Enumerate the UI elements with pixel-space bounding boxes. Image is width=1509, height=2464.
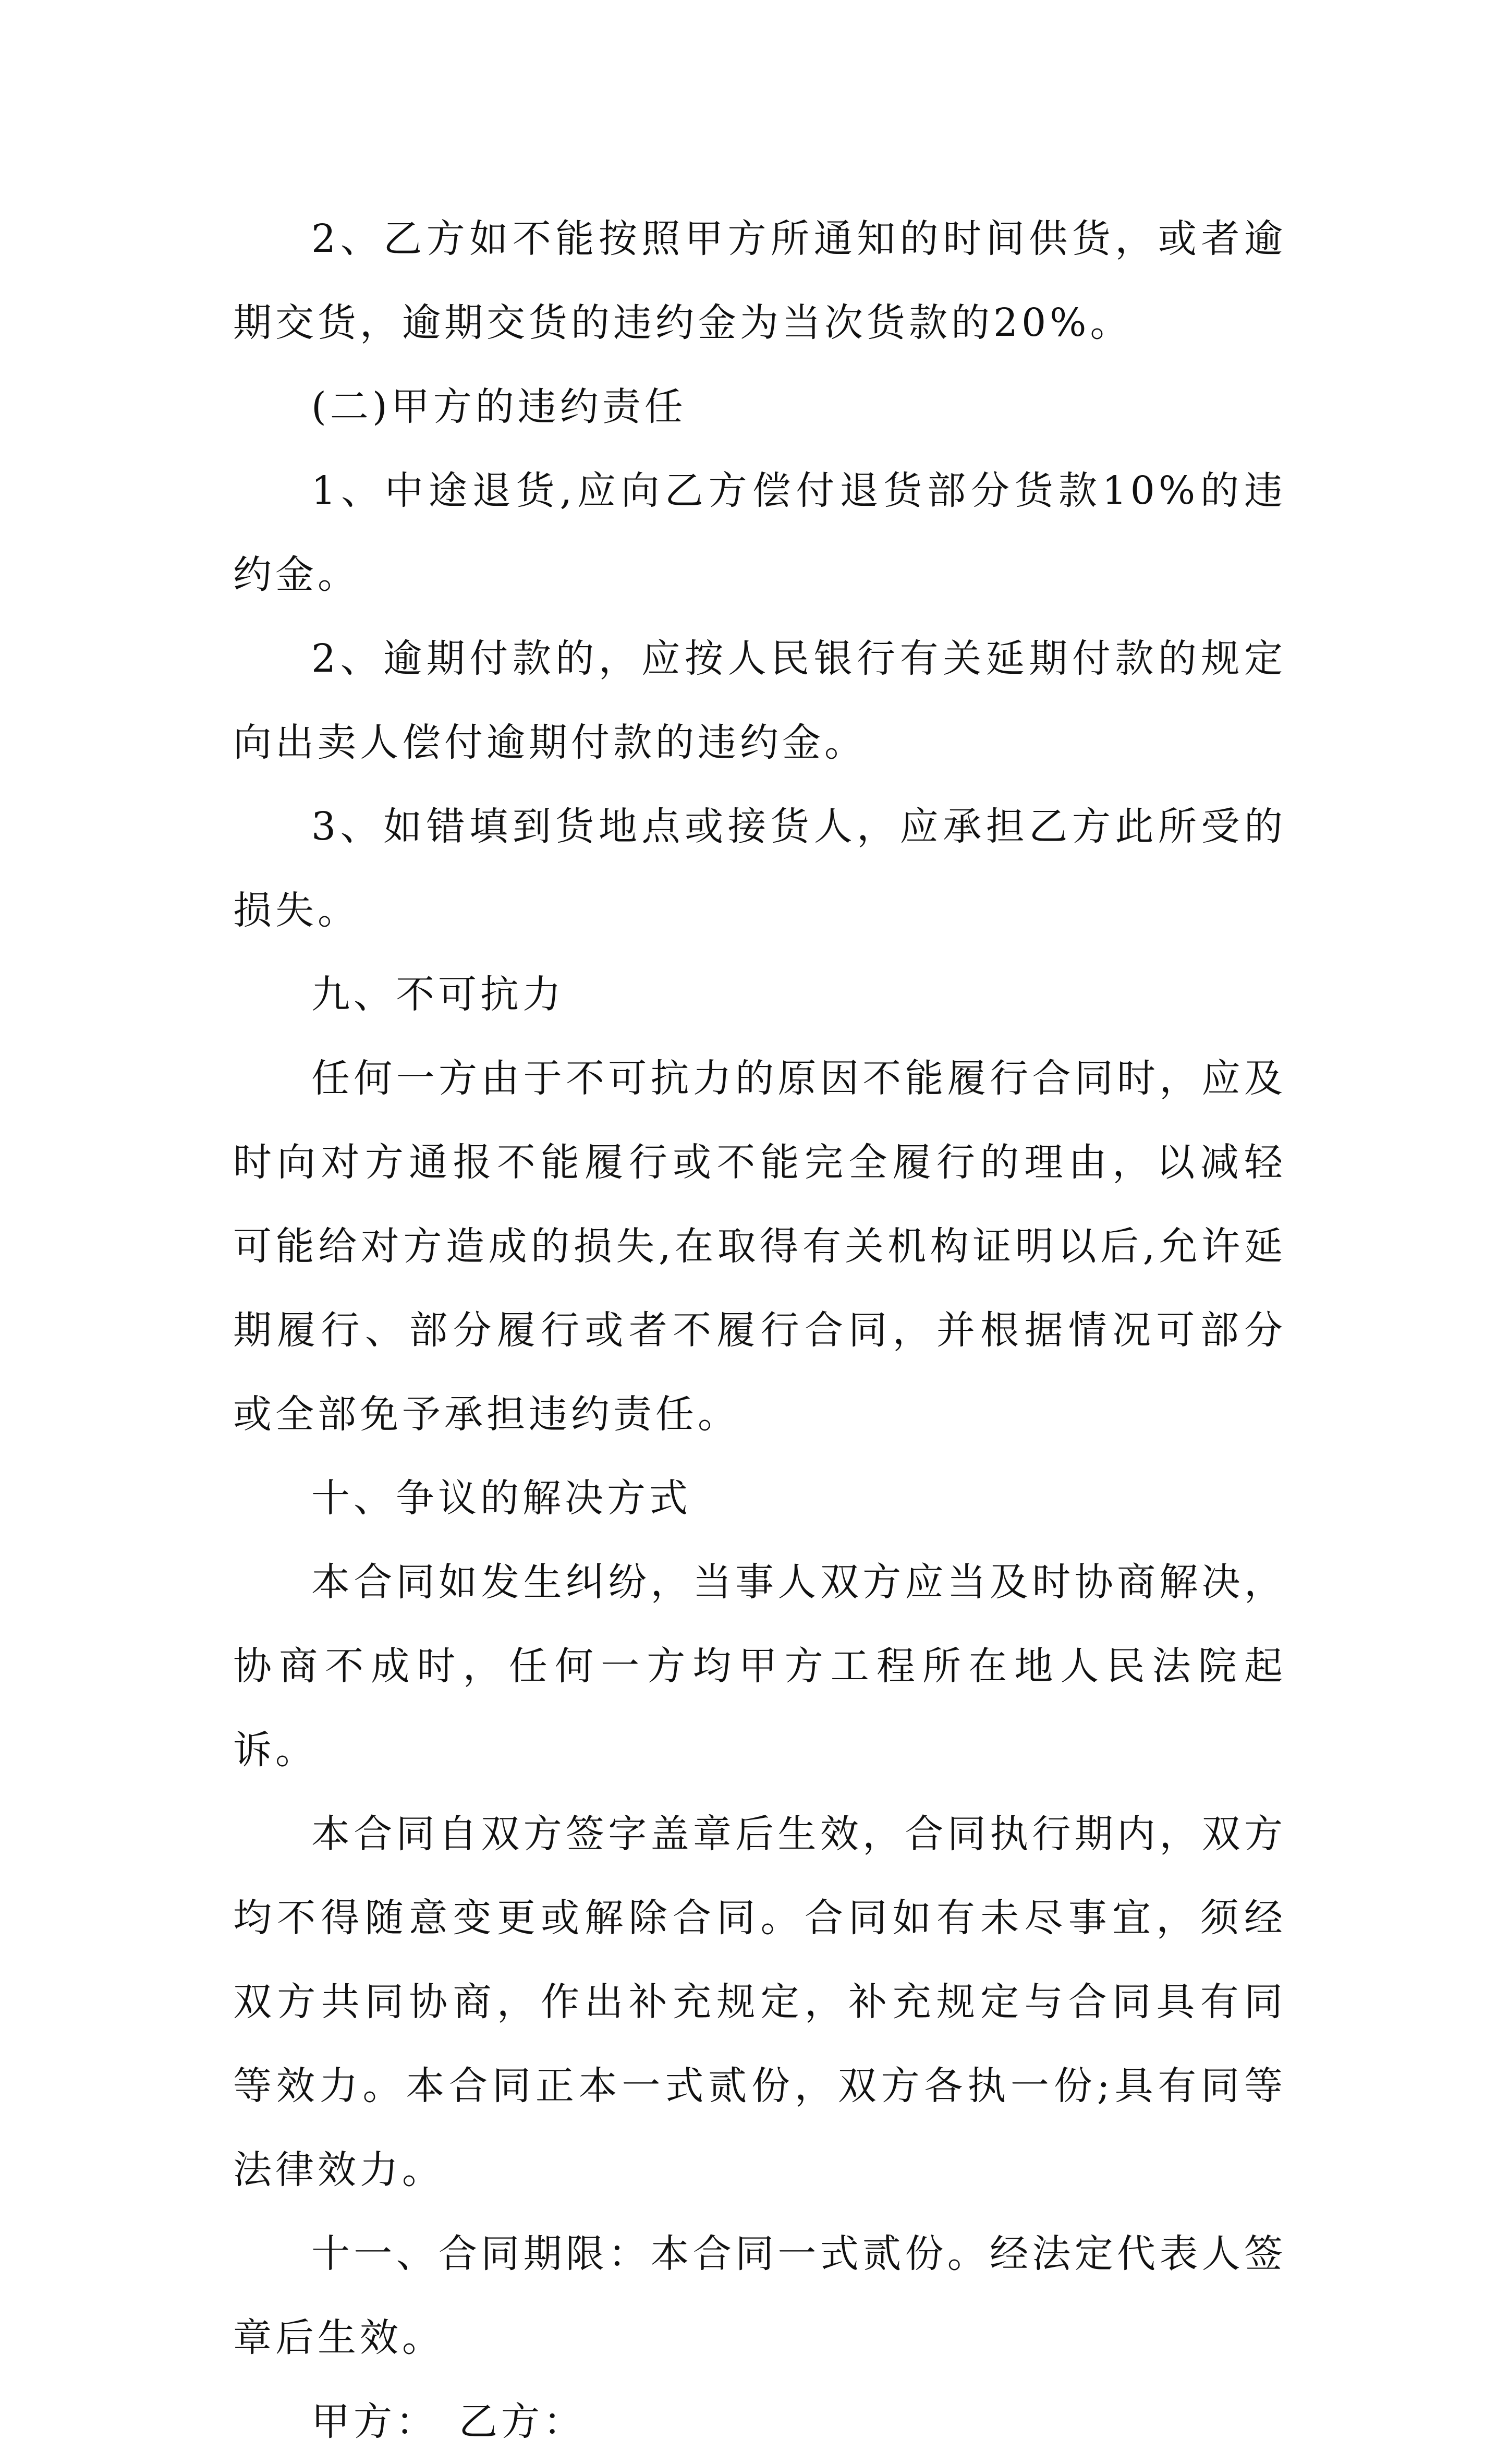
party-b-label: 乙方： [459,2399,586,2444]
party-a-label: 甲方： [311,2399,438,2444]
heading-party-a-liability: (二)甲方的违约责任 [311,384,687,429]
heading-force-majeure: 九、不可抗力 [311,972,565,1017]
document-body [233,197,1286,2464]
clause-late-delivery: 2、乙方如不能按照甲方所通知的时间供货，或者逾期交货，逾期交货的违约金为当次货款的20%。 [233,216,1286,345]
clause-late-payment: 2、逾期付款的，应按人民银行有关延期付款的规定向出卖人偿付逾期付款的违约金。 [233,636,1286,765]
clause-force-majeure: 任何一方由于不可抗力的原因不能履行合同时，应及时向对方通报不能履行或不能完全履行的理由，以减轻可能给对方造成的损失,在取得有关机构证明以后,允许延期履行、部分履行或者不履行合同，并根据情况可部分或全部免予承担违约责任。 [233,1056,1286,1437]
clause-return-penalty: 1、中途退货,应向乙方偿付退货部分货款10%的违约金。 [233,468,1286,597]
clause-dispute-resolution: 本合同如发生纠纷，当事人双方应当及时协商解决，协商不成时，任何一方均甲方工程所在地人民法院起诉。 [233,1560,1286,1773]
signature-line [233,2380,1286,2464]
clause-contract-term: 十一、合同期限：本合同一式贰份。经法定代表人签章后生效。 [233,2231,1286,2360]
clause-wrong-address: 3、如错填到货地点或接货人，应承担乙方此所受的损失。 [233,804,1286,933]
clause-effectiveness: 本合同自双方签字盖章后生效，合同执行期内，双方均不得随意变更或解除合同。合同如有未尽事宜，须经双方共同协商，作出补充规定，补充规定与合同具有同等效力。本合同正本一式贰份，双方各执一份;具有同等法律效力。 [233,1812,1286,2192]
heading-dispute-resolution: 十、争议的解决方式 [311,1476,691,1521]
